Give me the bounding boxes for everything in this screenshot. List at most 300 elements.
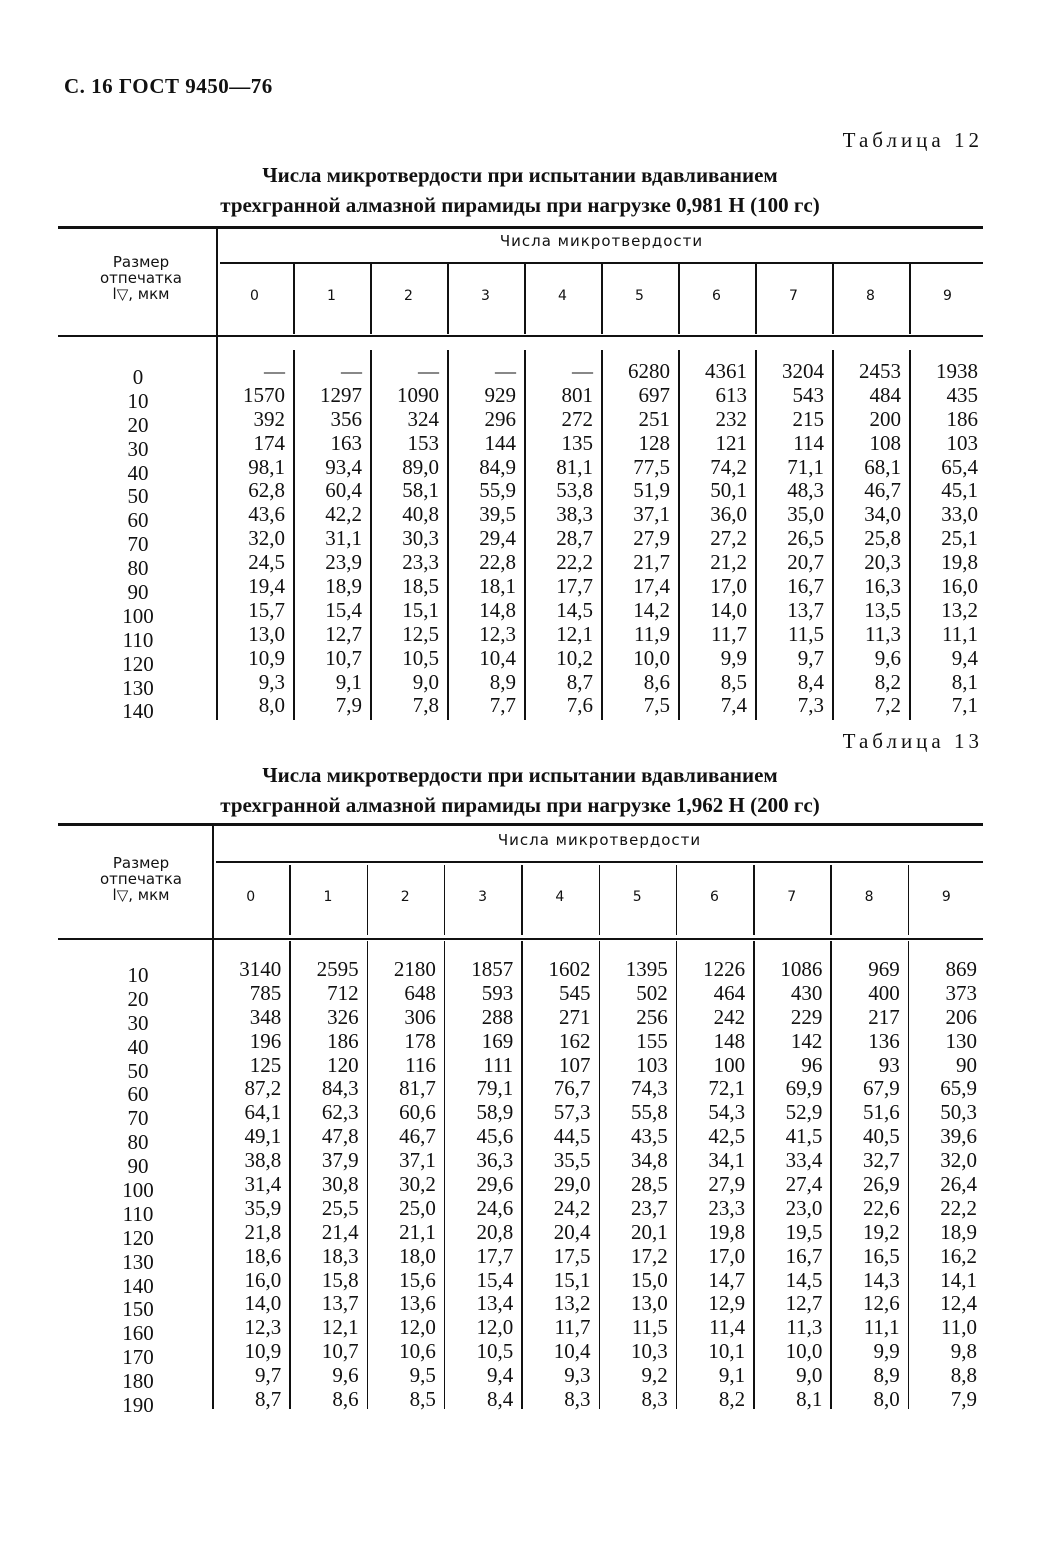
value-cell: 16,5 (862, 1243, 900, 1268)
data-column (912, 958, 977, 1412)
value-cell: 16,0 (941, 574, 978, 599)
table-12-label: Таблица 12 (842, 128, 983, 152)
value-cell: 62,8 (248, 478, 285, 503)
value-cell: 26,4 (940, 1172, 977, 1197)
value-cell: 87,2 (244, 1076, 282, 1101)
value-cell: 8,4 (797, 669, 824, 694)
body-column-rule (830, 941, 832, 1409)
value-cell: 29,0 (553, 1172, 591, 1197)
header-column-rule (521, 865, 523, 935)
size-cell: 160 (122, 1321, 154, 1346)
top-rule (58, 823, 983, 826)
value-cell: 76,7 (553, 1076, 591, 1101)
size-column (108, 964, 168, 1418)
value-cell: 10,4 (553, 1339, 591, 1364)
value-cell: 12,4 (940, 1291, 977, 1316)
table-13-caption-line2: трехгранной алмазной пирамиды при нагрузке 1,962 Н (200 гс) (220, 793, 820, 817)
value-cell: 13,5 (864, 597, 901, 622)
value-cell: 26,9 (862, 1172, 900, 1197)
value-cell: 18,3 (321, 1243, 359, 1268)
table-13-caption-line1: Числа микротвердости при испытании вдавливанием (262, 763, 778, 787)
value-cell: 84,3 (321, 1076, 359, 1101)
value-cell: 108 (869, 430, 901, 455)
header-column-rule (524, 264, 526, 334)
value-cell: 9,4 (486, 1363, 514, 1388)
value-cell: 10,7 (325, 645, 362, 670)
value-cell: 18,9 (940, 1219, 977, 1244)
value-cell: 30,3 (402, 526, 439, 551)
header-column-rule (753, 865, 755, 935)
value-cell: 9,4 (951, 645, 978, 670)
value-cell: 8,9 (873, 1363, 900, 1388)
column-header: 7 (789, 288, 798, 304)
value-cell: 1857 (471, 957, 514, 981)
value-cell: 39,5 (479, 502, 516, 527)
value-cell: 38,3 (556, 502, 593, 527)
value-cell: 33,0 (941, 502, 978, 527)
value-cell: 14,8 (479, 597, 516, 622)
value-cell: 23,0 (785, 1195, 823, 1220)
data-column (297, 360, 362, 718)
value-cell: 10,0 (785, 1339, 823, 1364)
value-cell: 30,8 (321, 1172, 359, 1197)
value-cell: 16,7 (787, 574, 824, 599)
value-cell: 11,5 (631, 1315, 668, 1340)
value-cell: 77,5 (633, 454, 670, 479)
value-cell: 464 (713, 980, 746, 1005)
value-cell: 120 (327, 1052, 359, 1077)
value-cell: 96 (801, 1052, 823, 1077)
body-column-rule (447, 350, 449, 720)
value-cell: 22,2 (940, 1195, 977, 1220)
column-header: 5 (632, 889, 642, 905)
value-cell: 9,0 (796, 1363, 823, 1388)
value-cell: 12,7 (325, 621, 362, 646)
vertical-rule (216, 228, 218, 720)
column-header: 4 (558, 288, 567, 304)
value-cell: 71,1 (787, 454, 824, 479)
value-cell: 8,2 (718, 1387, 746, 1412)
value-cell: 435 (946, 382, 978, 407)
header-column-rule (908, 865, 910, 935)
value-cell: 3140 (239, 957, 282, 981)
data-column (216, 958, 281, 1412)
value-cell: 103 (636, 1052, 668, 1077)
value-cell: 484 (869, 382, 901, 407)
value-cell: 13,7 (787, 597, 824, 622)
value-cell: 8,8 (950, 1363, 977, 1388)
value-cell: 7,8 (412, 693, 439, 718)
value-cell: 801 (561, 382, 593, 407)
value-cell: 12,7 (785, 1291, 823, 1316)
value-cell: 14,3 (862, 1267, 900, 1292)
header-column-rule (370, 264, 372, 334)
data-column (834, 958, 899, 1412)
value-cell: 271 (558, 1004, 591, 1029)
value-cell: 21,4 (321, 1219, 359, 1244)
value-cell: 47,8 (321, 1124, 359, 1149)
value-cell: 31,1 (325, 526, 362, 551)
value-cell: 9,7 (255, 1363, 282, 1388)
value-cell: 25,5 (321, 1195, 359, 1220)
value-cell: 18,5 (402, 574, 439, 599)
value-cell: 32,0 (248, 526, 285, 551)
column-header: 6 (712, 288, 721, 304)
body-column-rule (521, 941, 523, 1409)
value-cell: 2180 (393, 957, 436, 981)
subheader-rule (216, 861, 983, 863)
value-cell: 10,5 (402, 645, 439, 670)
size-cell: 10 (127, 963, 149, 987)
value-cell: 37,9 (321, 1148, 359, 1173)
value-cell: 89,0 (402, 454, 439, 479)
value-cell: 100 (713, 1052, 746, 1077)
value-cell: 9,0 (412, 669, 439, 694)
value-cell: 17,7 (476, 1243, 514, 1268)
value-cell: 21,8 (244, 1219, 282, 1244)
value-cell: 19,8 (708, 1219, 746, 1244)
table-12 (58, 226, 983, 726)
value-cell: 43,6 (248, 502, 285, 527)
value-cell: 13,7 (321, 1291, 359, 1316)
value-cell: 11,1 (863, 1315, 900, 1340)
value-cell: 50,3 (940, 1100, 977, 1125)
value-cell: 22,6 (862, 1195, 900, 1220)
value-cell: 9,7 (797, 645, 824, 670)
value-cell: 7,1 (951, 693, 978, 718)
value-cell: 15,0 (631, 1267, 668, 1292)
table-13-label: Таблица 13 (842, 729, 983, 753)
value-cell: 1297 (320, 382, 362, 407)
body-column-rule (289, 941, 291, 1409)
value-cell: 135 (561, 430, 593, 455)
value-cell: 430 (790, 980, 823, 1005)
size-cell: 190 (122, 1393, 154, 1418)
value-cell: 2595 (316, 957, 359, 981)
size-cell: 70 (127, 1106, 149, 1131)
value-cell: 31,4 (244, 1172, 282, 1197)
data-column (293, 958, 358, 1412)
value-cell: 12,3 (244, 1315, 282, 1340)
value-cell: 25,8 (864, 526, 901, 551)
value-cell: 8,7 (255, 1387, 282, 1412)
value-cell: 206 (945, 1004, 977, 1029)
value-cell: 125 (249, 1052, 282, 1077)
value-cell: 8,3 (641, 1387, 668, 1412)
value-cell: 30,2 (399, 1172, 436, 1197)
value-cell: 9,9 (873, 1339, 900, 1364)
value-cell: 15,4 (476, 1267, 514, 1292)
size-cell: 100 (122, 603, 154, 628)
value-cell: 36,0 (710, 502, 747, 527)
value-cell: 58,1 (402, 478, 439, 503)
value-cell: 65,9 (940, 1076, 977, 1101)
value-cell: 20,7 (787, 550, 824, 575)
value-cell: 12,9 (708, 1291, 746, 1316)
value-cell: 57,3 (553, 1100, 591, 1125)
value-cell: 10,0 (633, 645, 670, 670)
value-cell: 81,1 (556, 454, 593, 479)
top-rule (58, 226, 983, 229)
value-cell: 64,1 (244, 1100, 282, 1125)
value-cell: 46,7 (399, 1124, 436, 1149)
value-cell: 11,5 (788, 621, 824, 646)
value-cell: 1226 (703, 957, 746, 981)
value-cell: 81,7 (399, 1076, 436, 1101)
value-cell: 43,5 (631, 1124, 668, 1149)
header-bottom-rule (58, 335, 983, 337)
value-cell: 48,3 (787, 478, 824, 503)
value-cell: 9,2 (641, 1363, 668, 1388)
value-cell: 20,3 (864, 550, 901, 575)
value-cell: 8,4 (486, 1387, 514, 1412)
value-cell: 35,9 (244, 1195, 282, 1220)
value-cell: 44,5 (553, 1124, 591, 1149)
value-cell: 27,9 (633, 526, 670, 551)
value-cell: 111 (483, 1052, 514, 1077)
value-cell: 20,4 (553, 1219, 591, 1244)
value-cell: 392 (253, 406, 285, 431)
header-column-rule (293, 264, 295, 334)
header-column-rule (678, 264, 680, 334)
value-cell: 9,9 (720, 645, 747, 670)
value-cell: — (418, 359, 439, 383)
size-cell: 20 (127, 412, 149, 437)
value-cell: 217 (868, 1004, 900, 1029)
table-12-caption-line1: Числа микротвердости при испытании вдавливанием (262, 163, 778, 187)
body-column-rule (601, 350, 603, 720)
value-cell: 9,1 (718, 1363, 746, 1388)
value-cell: 128 (638, 430, 670, 455)
value-cell: 19,8 (941, 550, 978, 575)
value-cell: 2453 (859, 359, 901, 383)
value-cell: 14,1 (940, 1267, 977, 1292)
column-header: 0 (246, 889, 256, 905)
value-cell: 7,7 (489, 693, 516, 718)
value-cell: 15,7 (248, 597, 285, 622)
value-cell: 9,5 (409, 1363, 436, 1388)
value-cell: 17,0 (708, 1243, 746, 1268)
value-cell: 32,0 (940, 1148, 977, 1173)
value-cell: 116 (405, 1052, 436, 1077)
value-cell: 7,2 (874, 693, 901, 718)
data-column (448, 958, 513, 1412)
value-cell: 19,4 (248, 574, 285, 599)
value-cell: 324 (407, 406, 439, 431)
size-cell: 120 (122, 1225, 154, 1250)
value-cell: 8,0 (873, 1387, 900, 1412)
value-cell: 10,3 (631, 1339, 668, 1364)
value-cell: 17,0 (710, 574, 747, 599)
value-cell: 348 (249, 1004, 282, 1029)
vertical-rule (212, 825, 214, 1409)
column-header: 6 (709, 889, 719, 905)
value-cell: 13,4 (476, 1291, 514, 1316)
value-cell: 10,6 (399, 1339, 436, 1364)
value-cell: 35,5 (553, 1148, 591, 1173)
value-cell: 23,9 (325, 550, 362, 575)
column-header: 1 (327, 288, 336, 304)
value-cell: — (495, 359, 516, 383)
value-cell: 13,0 (631, 1291, 668, 1316)
value-cell: 17,7 (556, 574, 593, 599)
size-header: Размер отпечатка l▽, мкм (100, 253, 182, 303)
value-cell: 15,6 (399, 1267, 436, 1292)
value-cell: 11,9 (634, 621, 670, 646)
value-cell: 22,2 (556, 550, 593, 575)
value-cell: 14,0 (710, 597, 747, 622)
value-cell: 10,9 (244, 1339, 282, 1364)
value-cell: 12,3 (479, 621, 516, 646)
value-cell: 34,0 (864, 502, 901, 527)
data-column (374, 360, 439, 718)
size-cell: 90 (127, 580, 149, 605)
value-cell: 26,5 (787, 526, 824, 551)
value-cell: 148 (713, 1028, 746, 1053)
value-cell: 93,4 (325, 454, 362, 479)
value-cell: 256 (636, 1004, 668, 1029)
value-cell: 929 (484, 382, 516, 407)
value-cell: 114 (793, 430, 824, 455)
value-cell: 1086 (780, 957, 823, 981)
value-cell: 79,1 (476, 1076, 514, 1101)
value-cell: 46,7 (864, 478, 901, 503)
value-cell: 1570 (243, 382, 285, 407)
value-cell: 7,9 (950, 1387, 977, 1412)
body-column-rule (524, 350, 526, 720)
data-column (451, 360, 516, 718)
value-cell: 21,1 (399, 1219, 436, 1244)
body-column-rule (676, 941, 678, 1409)
value-cell: 8,7 (566, 669, 593, 694)
value-cell: 200 (869, 406, 901, 431)
size-cell: 60 (127, 1082, 149, 1107)
size-cell: 50 (127, 484, 149, 509)
column-header: 9 (943, 288, 952, 304)
value-cell: 130 (945, 1028, 977, 1053)
data-column (913, 360, 978, 718)
value-cell: 15,8 (321, 1267, 359, 1292)
value-cell: 7,4 (720, 693, 747, 718)
value-cell: 8,1 (796, 1387, 823, 1412)
header-column-rule (830, 865, 832, 935)
value-cell: 35,0 (787, 502, 824, 527)
data-column (525, 958, 590, 1412)
value-cell: 174 (253, 430, 285, 455)
value-cell: 13,6 (399, 1291, 436, 1316)
body-column-rule (908, 941, 910, 1409)
value-cell: 9,8 (950, 1339, 977, 1364)
body-column-rule (832, 350, 834, 720)
value-cell: 29,6 (476, 1172, 514, 1197)
value-cell: 400 (868, 980, 900, 1005)
value-cell: 20,1 (631, 1219, 668, 1244)
value-cell: 27,2 (710, 526, 747, 551)
value-cell: 1602 (548, 957, 591, 981)
value-cell: 12,5 (402, 621, 439, 646)
size-cell: 0 (132, 365, 144, 389)
value-cell: 8,6 (332, 1387, 359, 1412)
value-cell: 12,1 (556, 621, 593, 646)
value-cell: 12,0 (476, 1315, 514, 1340)
size-cell: 70 (127, 532, 149, 557)
value-cell: 155 (636, 1028, 668, 1053)
value-cell: 17,2 (631, 1243, 668, 1268)
value-cell: 186 (327, 1028, 359, 1053)
value-cell: 7,3 (797, 693, 824, 718)
column-header: 2 (404, 288, 413, 304)
value-cell: 4361 (705, 359, 747, 383)
value-cell: 215 (792, 406, 824, 431)
value-cell: 178 (404, 1028, 436, 1053)
header-column-rule (599, 865, 601, 935)
header-column-rule (447, 264, 449, 334)
data-column (220, 360, 285, 718)
value-cell: 169 (481, 1028, 514, 1053)
header-column-rule (367, 865, 369, 935)
value-cell: 16,2 (940, 1243, 977, 1268)
body-column-rule (755, 350, 757, 720)
value-cell: 52,9 (785, 1100, 823, 1125)
size-cell: 30 (127, 436, 149, 461)
value-cell: 712 (327, 980, 359, 1005)
value-cell: 24,2 (553, 1195, 591, 1220)
value-cell: 51,6 (862, 1100, 900, 1125)
data-column (605, 360, 670, 718)
value-cell: 785 (249, 980, 282, 1005)
value-cell: 3204 (782, 359, 824, 383)
value-cell: 9,1 (335, 669, 362, 694)
value-cell: 58,9 (476, 1100, 514, 1125)
value-cell: 8,5 (409, 1387, 436, 1412)
value-cell: 10,4 (479, 645, 516, 670)
size-cell: 80 (127, 556, 149, 581)
value-cell: 18,6 (244, 1243, 282, 1268)
value-cell: 613 (715, 382, 747, 407)
size-cell: 140 (122, 1273, 154, 1298)
column-header: 3 (478, 889, 487, 905)
value-cell: 25,0 (399, 1195, 436, 1220)
value-cell: 593 (481, 980, 514, 1005)
value-cell: 9,3 (564, 1363, 591, 1388)
value-cell: 14,5 (556, 597, 593, 622)
value-cell: 12,1 (321, 1315, 359, 1340)
value-cell: 242 (713, 1004, 746, 1029)
body-column-rule (678, 350, 680, 720)
value-cell: 14,5 (785, 1267, 823, 1292)
value-cell: 69,9 (785, 1076, 823, 1101)
value-cell: 232 (715, 406, 747, 431)
size-cell: 50 (127, 1058, 149, 1083)
data-column (680, 958, 745, 1412)
value-cell: 39,6 (940, 1124, 977, 1149)
value-cell: 12,0 (399, 1315, 436, 1340)
body-column-rule (370, 350, 372, 720)
body-column-rule (599, 941, 601, 1409)
value-cell: 163 (330, 430, 362, 455)
column-header: 9 (941, 889, 951, 905)
group-header: Числа микротвердости (499, 232, 704, 250)
data-column (682, 360, 747, 718)
value-cell: 13,2 (553, 1291, 591, 1316)
value-cell: 62,3 (321, 1100, 359, 1125)
data-column (371, 958, 436, 1412)
value-cell: 8,0 (258, 693, 285, 718)
value-cell: 27,9 (708, 1172, 746, 1197)
column-header: 8 (866, 288, 875, 304)
value-cell: 1395 (625, 957, 668, 981)
header-column-rule (444, 865, 446, 935)
